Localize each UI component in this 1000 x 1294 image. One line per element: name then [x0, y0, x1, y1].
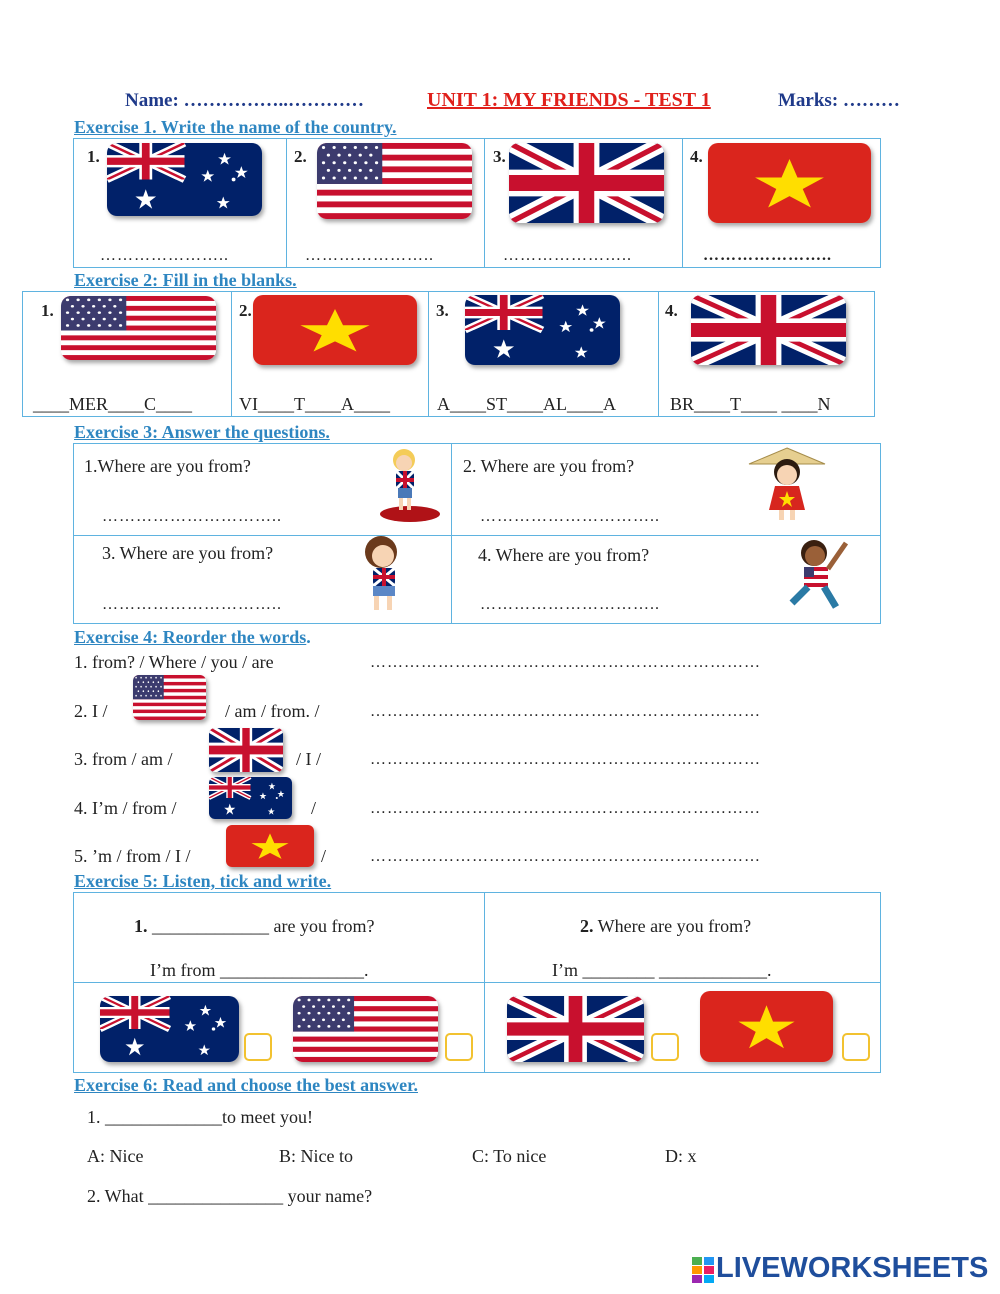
- vietnam-flag: [226, 825, 314, 867]
- q-number: 2.: [580, 916, 594, 936]
- tick-box[interactable]: [445, 1033, 473, 1061]
- ex1-number: 4.: [690, 147, 703, 166]
- exercise-1-heading: Exercise 1. Write the name of the country.: [74, 117, 397, 137]
- mc-option-d[interactable]: D: x: [665, 1146, 697, 1166]
- mc-option-a[interactable]: A: Nice: [87, 1146, 144, 1166]
- exercise-2-heading: Exercise 2: Fill in the blanks.: [74, 270, 297, 290]
- marks-label: Marks: ………: [778, 90, 900, 111]
- heading-period: .: [306, 627, 311, 647]
- divider: [451, 444, 452, 623]
- mc-option-c[interactable]: C: To nice: [472, 1146, 547, 1166]
- fill-blank-word[interactable]: ____MER____C____: [33, 394, 193, 414]
- australia-flag: [209, 777, 292, 819]
- divider: [658, 292, 659, 416]
- divider: [286, 139, 287, 267]
- australia-flag: [465, 295, 620, 365]
- divider: [428, 292, 429, 416]
- reorder-item: 4. I’m / from /: [74, 798, 177, 818]
- girl-uk-icon: [374, 444, 444, 524]
- reorder-item-end: / I /: [296, 749, 321, 769]
- fill-blank-word[interactable]: VI____T____A____: [239, 394, 390, 414]
- answer-line[interactable]: ……………………………………………………………: [370, 800, 761, 817]
- question-text: 4. Where are you from?: [478, 545, 650, 565]
- mc-question-2: 2. What _______________ your name?: [87, 1186, 373, 1206]
- usa-flag: [61, 296, 216, 360]
- mc-question-1: 1. _____________to meet you!: [87, 1107, 313, 1127]
- reorder-item-end: /: [321, 846, 327, 866]
- boy-usa-icon: [780, 537, 856, 617]
- reorder-item-end: /: [311, 798, 317, 818]
- page-title: UNIT 1: MY FRIENDS - TEST 1: [427, 89, 711, 111]
- uk-flag: [507, 996, 644, 1062]
- ex1-number: 1.: [87, 147, 100, 166]
- answer-line[interactable]: ……………………………………………………………: [370, 751, 761, 768]
- exercise-4-heading-text: Exercise 4: Reorder the words: [74, 627, 307, 647]
- answer-blank[interactable]: …………………………..: [102, 508, 282, 525]
- exercise-6-heading: Exercise 6: Read and choose the best answer.: [74, 1075, 418, 1095]
- vietnam-flag: [708, 143, 871, 223]
- uk-flag: [209, 728, 283, 772]
- q-text[interactable]: _____________ are you from?: [147, 916, 375, 936]
- ex2-number: 4.: [665, 301, 678, 320]
- australia-flag: [107, 143, 262, 216]
- uk-flag: [509, 143, 664, 223]
- exercise-4-heading: [74, 627, 311, 648]
- divider: [682, 139, 683, 267]
- tick-box[interactable]: [842, 1033, 870, 1061]
- brand-name: LIVEWORKSHEETS: [716, 1252, 989, 1284]
- ex1-answer-blank[interactable]: …………………..: [703, 247, 832, 264]
- usa-flag: [293, 996, 438, 1062]
- listen-question-2: [580, 916, 751, 937]
- fill-blank-word[interactable]: BR____T____ ____N: [670, 394, 831, 414]
- q-number: 1.: [134, 916, 148, 936]
- listen-answer-1[interactable]: I’m from ________________.: [150, 960, 369, 980]
- girl-uk-shirt-icon: [343, 534, 423, 618]
- liveworksheets-logo-icon: [692, 1257, 714, 1283]
- vietnam-flag: [700, 991, 833, 1062]
- ex1-answer-blank[interactable]: …………………..: [305, 247, 434, 264]
- listen-answer-2[interactable]: I’m ________ ____________.: [552, 960, 772, 980]
- ex1-number: 3.: [493, 147, 506, 166]
- australia-flag: [100, 996, 239, 1062]
- reorder-item: 3. from / am /: [74, 749, 173, 769]
- tick-box[interactable]: [244, 1033, 272, 1061]
- tick-box[interactable]: [651, 1033, 679, 1061]
- vietnam-flag: [253, 295, 417, 365]
- answer-blank[interactable]: …………………………..: [480, 596, 660, 613]
- question-text: 1.Where are you from?: [84, 456, 251, 476]
- ex1-answer-blank[interactable]: …………………..: [100, 247, 229, 264]
- answer-line[interactable]: ……………………………………………………………: [370, 654, 761, 671]
- listen-question-1: [134, 916, 374, 937]
- ex2-number: 3.: [436, 301, 449, 320]
- mc-option-b[interactable]: B: Nice to: [279, 1146, 353, 1166]
- usa-flag: [133, 675, 206, 720]
- reorder-item: 5. ’m / from / I /: [74, 846, 191, 866]
- divider: [74, 982, 880, 983]
- reorder-item: 2. I /: [74, 701, 108, 721]
- divider: [74, 535, 880, 536]
- ex2-number: 2.: [239, 301, 252, 320]
- answer-line[interactable]: ……………………………………………………………: [370, 848, 761, 865]
- name-label: Name: ……………..…………: [125, 90, 365, 111]
- answer-blank[interactable]: …………………………..: [480, 508, 660, 525]
- answer-line[interactable]: ……………………………………………………………: [370, 703, 761, 720]
- ex2-number: 1.: [41, 301, 54, 320]
- usa-flag: [317, 143, 472, 219]
- question-text: 3. Where are you from?: [102, 543, 274, 563]
- reorder-item: 1. from? / Where / you / are: [74, 652, 274, 672]
- reorder-item-end: / am / from. /: [225, 701, 320, 721]
- divider: [231, 292, 232, 416]
- uk-flag: [691, 295, 846, 365]
- q-text: Where are you from?: [593, 916, 752, 936]
- fill-blank-word[interactable]: A____ST____AL____A: [437, 394, 616, 414]
- exercise-5-heading: Exercise 5: Listen, tick and write.: [74, 871, 332, 891]
- divider: [484, 139, 485, 267]
- ex1-number: 2.: [294, 147, 307, 166]
- question-text: 2. Where are you from?: [463, 456, 635, 476]
- ex1-answer-blank[interactable]: …………………..: [503, 247, 632, 264]
- answer-blank[interactable]: …………………………..: [102, 596, 282, 613]
- girl-vietnam-icon: [747, 446, 827, 524]
- exercise-3-heading: Exercise 3: Answer the questions.: [74, 422, 330, 442]
